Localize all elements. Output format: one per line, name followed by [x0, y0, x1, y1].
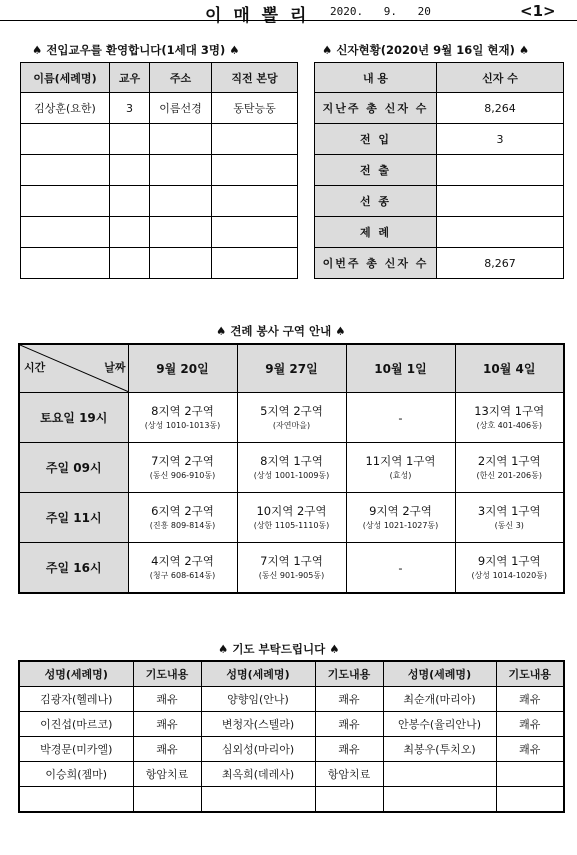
members-value-cell	[437, 217, 564, 248]
newcomers-cell	[21, 155, 110, 186]
schedule-date-header: 9월 20일	[128, 344, 237, 393]
newcomers-cell	[21, 248, 110, 279]
schedule-cell	[128, 493, 237, 543]
prayer-cell	[201, 787, 315, 813]
schedule-cell	[237, 543, 346, 594]
schedule-cell	[128, 393, 237, 443]
prayer-cell: 이승희(젬마)	[19, 762, 133, 787]
schedule-corner	[19, 344, 128, 393]
members-heading: ♠ 신자현황(2020년 9월 16일 현재) ♠	[322, 43, 530, 57]
schedule-district: 8지역 2구역	[151, 403, 214, 418]
newcomers-cell	[150, 186, 212, 217]
schedule-address: (효성)	[389, 470, 412, 480]
header-rule	[0, 20, 577, 21]
prayer-cell: 안봉수(율리안나)	[383, 712, 496, 737]
newcomers-table	[20, 62, 298, 279]
schedule-district: 8지역 1구역	[260, 453, 323, 468]
page-header	[0, 0, 577, 26]
prayer-row	[19, 712, 564, 737]
members-label-cell: 이번주 총 신자 수	[315, 248, 437, 279]
prayer-heading: ♠ 기도 부탁드립니다 ♠	[218, 642, 340, 656]
prayer-cell: 쾌유	[315, 737, 383, 762]
prayer-row	[19, 787, 564, 813]
schedule-date-header: 9월 27일	[237, 344, 346, 393]
members-label-cell: 전 입	[315, 124, 437, 155]
members-row	[315, 155, 564, 186]
prayer-cell: 변청자(스텔라)	[201, 712, 315, 737]
prayer-cell: 김광자(헬레나)	[19, 687, 133, 712]
schedule-cell	[346, 543, 455, 594]
schedule-district: 3지역 1구역	[477, 503, 541, 518]
newcomers-cell	[110, 217, 150, 248]
prayer-cell	[315, 787, 383, 813]
schedule-district: 9지역 2구역	[369, 503, 432, 518]
newcomers-row	[21, 186, 298, 217]
schedule-district: 4지역 2구역	[151, 553, 214, 568]
schedule-date-header: 10월 1일	[346, 344, 455, 393]
newcomers-cell	[21, 124, 110, 155]
newcomers-heading: ♠ 전입교우를 환영합니다(1세대 3명) ♠	[32, 43, 240, 57]
schedule-address: (상성 1001-1009동)	[253, 470, 330, 480]
newcomers-cell	[150, 248, 212, 279]
prayer-cell	[133, 787, 201, 813]
schedule-cell	[455, 493, 564, 543]
prayer-cell: 항암치료	[133, 762, 201, 787]
bulletin-title: 이 매 뽈 리	[205, 6, 310, 26]
newcomers-row	[21, 248, 298, 279]
schedule-heading: ♠ 견례 봉사 구역 안내 ♠	[216, 324, 346, 338]
schedule-district: 13지역 1구역	[474, 403, 545, 418]
schedule-time-cell: 주일 11시	[19, 493, 128, 543]
schedule-address: (동신 3)	[494, 520, 524, 530]
newcomers-cell	[212, 124, 298, 155]
schedule-cell	[346, 443, 455, 493]
newcomers-cell	[150, 124, 212, 155]
members-value-cell: 3	[437, 124, 564, 155]
newcomers-row	[21, 155, 298, 186]
newcomers-row	[21, 93, 298, 124]
schedule-address: (동신 901-905동)	[258, 570, 325, 580]
newcomers-cell	[150, 217, 212, 248]
corner-date-label: 날짜	[104, 361, 126, 374]
schedule-address: (상성 1014-1020동)	[471, 570, 548, 580]
schedule-time-cell: 토요일 19시	[19, 393, 128, 443]
schedule-district: 9지역 1구역	[477, 553, 541, 568]
schedule-district: 11지역 1구역	[365, 453, 436, 468]
prayer-cell: 쾌유	[133, 687, 201, 712]
schedule-cell	[128, 543, 237, 594]
prayer-column-header: 기도내용	[496, 661, 564, 687]
schedule-cell	[455, 443, 564, 493]
members-row	[315, 217, 564, 248]
schedule-cell	[455, 393, 564, 443]
prayer-cell	[496, 787, 564, 813]
prayer-row	[19, 762, 564, 787]
newcomers-cell	[212, 217, 298, 248]
prayer-cell	[496, 762, 564, 787]
prayer-cell: 쾌유	[496, 737, 564, 762]
schedule-row	[19, 393, 564, 443]
schedule-address: (청구 608-614동)	[149, 570, 216, 580]
schedule-row	[19, 443, 564, 493]
newcomers-cell	[110, 248, 150, 279]
schedule-row	[19, 543, 564, 594]
members-table	[314, 62, 564, 279]
members-label-cell: 전 출	[315, 155, 437, 186]
schedule-address: (자연마을)	[272, 420, 311, 430]
prayer-cell	[383, 762, 496, 787]
schedule-date-header: 10월 4일	[455, 344, 564, 393]
prayer-cell: 이진섭(마르코)	[19, 712, 133, 737]
schedule-cell	[237, 443, 346, 493]
prayer-cell: 양향임(안나)	[201, 687, 315, 712]
prayer-column-header: 기도내용	[133, 661, 201, 687]
newcomers-cell: 3	[110, 93, 150, 124]
prayer-cell	[19, 787, 133, 813]
schedule-table	[18, 343, 565, 594]
schedule-cell	[346, 493, 455, 543]
prayer-cell: 심외성(마리아)	[201, 737, 315, 762]
bulletin-date: 2020. 9. 20	[330, 5, 431, 18]
newcomers-cell	[110, 155, 150, 186]
members-label-cell: 지난주 총 신자 수	[315, 93, 437, 124]
newcomers-cell	[212, 155, 298, 186]
schedule-row	[19, 493, 564, 543]
schedule-cell	[237, 493, 346, 543]
newcomers-cell: 김상훈(요한)	[21, 93, 110, 124]
prayer-cell: 쾌유	[315, 712, 383, 737]
members-value-cell	[437, 186, 564, 217]
schedule-district: -	[398, 560, 403, 575]
prayer-column-header: 성명(세례명)	[383, 661, 496, 687]
newcomers-cell	[110, 124, 150, 155]
prayer-cell: 최봉우(투치오)	[383, 737, 496, 762]
schedule-time-cell: 주일 16시	[19, 543, 128, 594]
schedule-cell	[128, 443, 237, 493]
members-row	[315, 124, 564, 155]
prayer-cell: 박경문(미카엘)	[19, 737, 133, 762]
newcomers-column-header: 직전 본당	[212, 63, 298, 93]
newcomers-cell: 이름선경	[150, 93, 212, 124]
schedule-cell	[346, 393, 455, 443]
schedule-address: (상호 401-406동)	[476, 420, 542, 430]
newcomers-cell	[150, 155, 212, 186]
schedule-address: (상한 1105-1110동)	[253, 520, 330, 530]
newcomers-cell	[212, 186, 298, 217]
newcomers-column-header: 주소	[150, 63, 212, 93]
schedule-time-cell: 주일 09시	[19, 443, 128, 493]
prayer-cell: 항암치료	[315, 762, 383, 787]
schedule-district: -	[398, 410, 403, 425]
members-row	[315, 93, 564, 124]
prayer-cell: 최옥희(데레사)	[201, 762, 315, 787]
schedule-address: (상성 1021-1027동)	[362, 520, 439, 530]
prayer-table	[18, 660, 565, 813]
schedule-cell	[237, 393, 346, 443]
prayer-cell: 쾌유	[315, 687, 383, 712]
prayer-cell: 쾌유	[496, 712, 564, 737]
newcomers-column-header: 교우	[110, 63, 150, 93]
prayer-column-header: 성명(세례명)	[201, 661, 315, 687]
prayer-column-header: 성명(세례명)	[19, 661, 133, 687]
schedule-address: (한신 201-206동)	[476, 470, 542, 480]
newcomers-row	[21, 124, 298, 155]
schedule-address: (진흥 809-814동)	[149, 520, 216, 530]
members-label-cell: 선 종	[315, 186, 437, 217]
newcomers-column-header: 이름(세례명)	[21, 63, 110, 93]
prayer-cell	[383, 787, 496, 813]
members-value-cell: 8,264	[437, 93, 564, 124]
corner-time-label: 시간	[24, 361, 46, 374]
schedule-district: 10지역 2구역	[256, 503, 327, 518]
schedule-district: 7지역 2구역	[151, 453, 214, 468]
newcomers-cell	[21, 217, 110, 248]
prayer-column-header: 기도내용	[315, 661, 383, 687]
schedule-cell	[455, 543, 564, 594]
members-row	[315, 186, 564, 217]
schedule-district: 2지역 1구역	[477, 453, 541, 468]
members-column-header: 신자 수	[437, 63, 564, 93]
schedule-district: 7지역 1구역	[260, 553, 323, 568]
schedule-address: (동신 906-910동)	[149, 470, 216, 480]
newcomers-cell	[212, 248, 298, 279]
members-value-cell: 8,267	[437, 248, 564, 279]
prayer-row	[19, 737, 564, 762]
prayer-row	[19, 687, 564, 712]
members-column-header: 내 용	[315, 63, 437, 93]
schedule-district: 5지역 2구역	[260, 403, 323, 418]
newcomers-cell	[110, 186, 150, 217]
prayer-cell: 쾌유	[133, 737, 201, 762]
schedule-address: (상성 1010-1013동)	[144, 420, 221, 430]
newcomers-cell: 동탄능동	[212, 93, 298, 124]
members-value-cell	[437, 155, 564, 186]
schedule-district: 6지역 2구역	[151, 503, 214, 518]
members-label-cell: 제 례	[315, 217, 437, 248]
newcomers-cell	[21, 186, 110, 217]
prayer-cell: 쾌유	[133, 712, 201, 737]
prayer-cell: 쾌유	[496, 687, 564, 712]
newcomers-row	[21, 217, 298, 248]
members-row	[315, 248, 564, 279]
prayer-cell: 최순개(마리아)	[383, 687, 496, 712]
page-number: <1>	[520, 2, 556, 20]
